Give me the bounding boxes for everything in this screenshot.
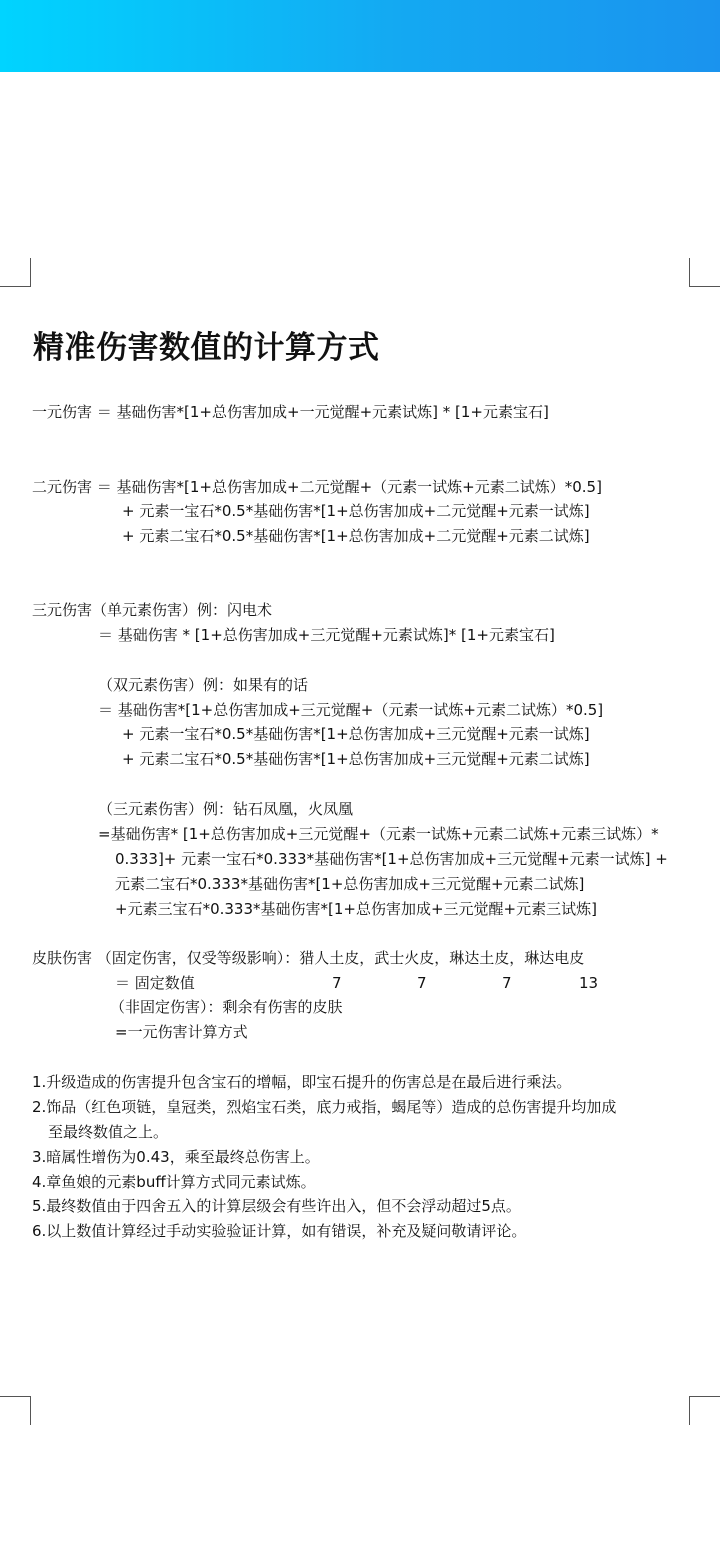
skin-damage-line: 皮肤伤害 （固定伤害，仅受等级影响）：猎人土皮，武士火皮，琳达土皮，琳达电皮 <box>32 949 585 967</box>
note-item: 4.章鱼娘的元素buff计算方式同元素试炼。 <box>32 1173 316 1191</box>
formula-two-line: 二元伤害 ＝ 基础伤害*[1+总伤害加成+二元觉醒+（元素一试炼+元素二试炼）*0.5] <box>32 478 602 496</box>
formula-three-double-line: + 元素二宝石*0.5*基础伤害*[1+总伤害加成+三元觉醒+元素二试炼] <box>122 750 590 768</box>
formula-three-triple-line: 元素二宝石*0.333*基础伤害*[1+总伤害加成+三元觉醒+元素二试炼] <box>115 875 585 893</box>
skin-fixed-values-row <box>115 973 599 993</box>
formula-three-single-line: ＝ 基础伤害 * [1+总伤害加成+三元觉醒+元素试炼]* [1+元素宝石] <box>98 626 555 644</box>
note-item: 6.以上数值计算经过手动实验验证计算，如有错误，补充及疑问敬请评论。 <box>32 1222 527 1240</box>
formula-one: 一元伤害 ＝ 基础伤害*[1+总伤害加成+一元觉醒+元素试炼] * [1+元素宝石] <box>32 403 549 421</box>
formula-two-line: + 元素一宝石*0.5*基础伤害*[1+总伤害加成+二元觉醒+元素一试炼] <box>122 502 590 520</box>
note-item: 5.最终数值由于四舍五入的计算层级会有些许出入，但不会浮动超过5点。 <box>32 1197 521 1215</box>
formula-three-double-line: （双元素伤害）例：如果有的话 <box>98 676 309 694</box>
skin-fixed-value: 13 <box>579 974 599 992</box>
note-item: 2.饰品（红色项链，皇冠类，烈焰宝石类，底力戒指，蝎尾等）造成的总伤害提升均加成 <box>32 1098 617 1116</box>
crop-mark-top-left <box>0 258 31 287</box>
formula-three-triple-line: =基础伤害* [1+总伤害加成+三元觉醒+（元素一试炼+元素二试炼+元素三试炼）* <box>98 825 659 843</box>
formula-three-triple-line: （三元素伤害）例：钻石凤凰，火凤凰 <box>98 800 354 818</box>
note-item: 3.暗属性增伤为0.43，乘至最终总伤害上。 <box>32 1148 320 1166</box>
crop-mark-top-right <box>689 258 720 287</box>
skin-fixed-value: 7 <box>332 974 342 992</box>
note-item-continuation: 至最终数值之上。 <box>48 1123 169 1141</box>
crop-mark-bottom-right <box>689 1396 720 1425</box>
skin-nonfixed-equation: =一元伤害计算方式 <box>115 1023 248 1041</box>
skin-nonfixed-line: （非固定伤害）：剩余有伤害的皮肤 <box>110 998 343 1016</box>
skin-fixed-label: ＝ 固定数值 <box>115 974 195 992</box>
formula-three-double-line: + 元素一宝石*0.5*基础伤害*[1+总伤害加成+三元觉醒+元素一试炼] <box>122 725 590 743</box>
crop-mark-bottom-left <box>0 1396 31 1425</box>
formula-three-triple-line: +元素三宝石*0.333*基础伤害*[1+总伤害加成+三元觉醒+元素三试炼] <box>115 900 597 918</box>
formula-three-double-line: ＝ 基础伤害*[1+总伤害加成+三元觉醒+（元素一试炼+元素二试炼）*0.5] <box>98 701 604 719</box>
skin-fixed-value: 7 <box>502 974 512 992</box>
skin-fixed-value: 7 <box>417 974 427 992</box>
formula-three-triple-line: 0.333]+ 元素一宝石*0.333*基础伤害*[1+总伤害加成+三元觉醒+元素一试炼] + <box>115 850 668 868</box>
formula-two-line: + 元素二宝石*0.5*基础伤害*[1+总伤害加成+二元觉醒+元素二试炼] <box>122 527 590 545</box>
note-item: 1.升级造成的伤害提升包含宝石的增幅，即宝石提升的伤害总是在最后进行乘法。 <box>32 1073 572 1091</box>
top-banner <box>0 0 720 72</box>
page-title: 精准伤害数值的计算方式 <box>33 330 380 366</box>
formula-three-single-line: 三元伤害（单元素伤害）例：闪电术 <box>32 601 273 619</box>
